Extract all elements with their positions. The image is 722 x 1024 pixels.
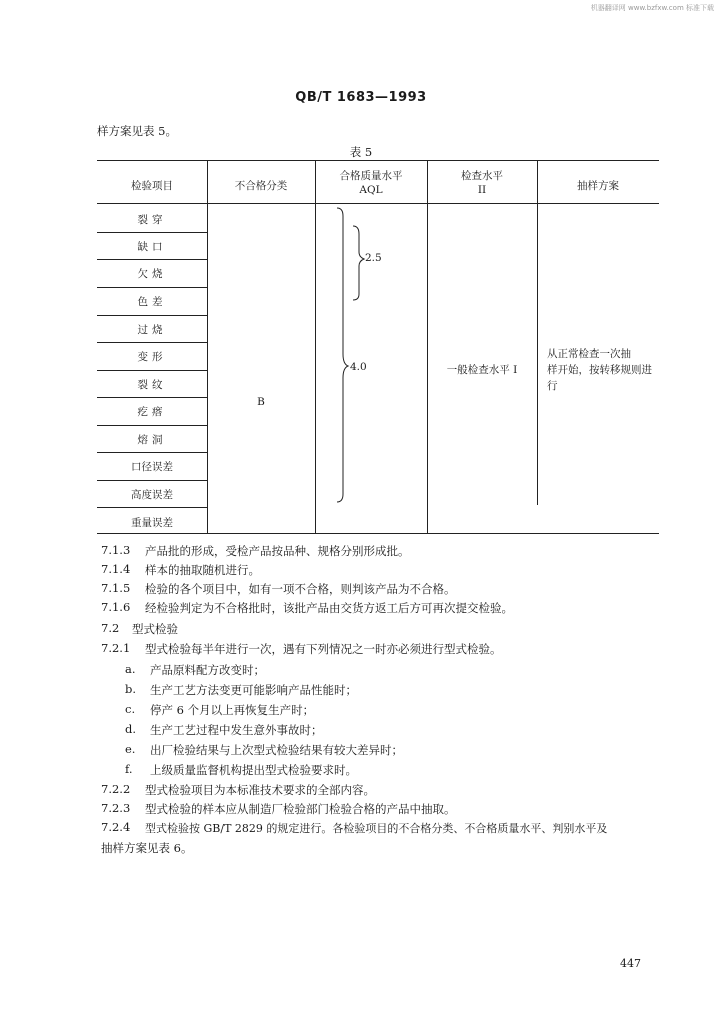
small-brace [353, 226, 364, 300]
clause-7-2-1-num: 7.2.1 [101, 641, 131, 655]
item-e: 出厂检验结果与上次型式检验结果有较大差异时； [150, 743, 403, 757]
watermark: 机器翻译网 www.bzfxw.com 标准下载 [590, 4, 714, 12]
table-caption: 表 5 [349, 145, 373, 159]
page-number: 447 [620, 957, 641, 970]
row-label: 重量误差 [131, 517, 173, 529]
row-label: 口径误差 [131, 461, 173, 473]
item-b-marker: b. [125, 682, 137, 696]
clause-7-1-4-num: 7.1.4 [101, 562, 131, 576]
item-c-marker: c. [125, 702, 136, 716]
header-aql-2: AQL [359, 184, 383, 196]
clause-7-1-6-num: 7.1.6 [101, 600, 131, 614]
row-label: 裂纹 [137, 379, 167, 391]
header-level-1: 检查水平 [461, 170, 503, 182]
plan-line-2: 样开始，按转移规则进 [547, 364, 652, 376]
aql-large-value: 4.0 [350, 361, 367, 373]
intro-line: 样方案见表 5。 [97, 124, 177, 138]
item-f: 上级质量监督机构提出型式检验要求时。 [150, 763, 357, 777]
item-d: 生产工艺过程中发生意外事故时； [150, 723, 323, 737]
row-label: 疙瘩 [137, 406, 167, 418]
clause-7-2: 型式检验 [132, 622, 178, 636]
clause-7-1-5-num: 7.1.5 [101, 581, 131, 595]
row-rule [97, 370, 207, 371]
clause-7-2-2-num: 7.2.2 [101, 782, 131, 796]
clause-7-2-num: 7.2 [101, 621, 120, 635]
large-brace [337, 208, 348, 502]
header-category: 不合格分类 [234, 180, 288, 192]
page-header: QB/T 1683—1993 [295, 90, 427, 105]
row-rule [97, 480, 207, 481]
header-aql-1: 合格质量水平 [339, 170, 403, 182]
clause-7-2-2: 型式检验项目为本标准技术要求的全部内容。 [145, 783, 375, 797]
item-a: 产品原料配方改变时； [150, 663, 265, 677]
row-label: 色差 [137, 296, 167, 308]
col-rule [537, 160, 538, 505]
item-d-marker: d. [125, 722, 137, 736]
row-label: 过烧 [137, 324, 167, 336]
plan-line-1: 从正常检查一次抽 [547, 348, 631, 360]
category-value: B [257, 396, 265, 408]
row-rule [97, 287, 207, 288]
item-b: 生产工艺方法变更可能影响产品性能时； [150, 683, 357, 697]
clause-7-1-3: 产品批的形成，受检产品按品种、规格分别形成批。 [145, 544, 410, 558]
row-rule [97, 397, 207, 398]
row-rule [97, 507, 207, 508]
clause-7-1-4: 样本的抽取随机进行。 [145, 563, 260, 577]
clause-7-1-5: 检验的各个项目中，如有一项不合格，则判该产品为不合格。 [145, 582, 456, 596]
item-e-marker: e. [125, 742, 136, 756]
col-rule [207, 160, 208, 533]
item-c: 停产 6 个月以上再恢复生产时； [150, 703, 315, 717]
table-5 [97, 160, 659, 534]
row-label: 缺口 [137, 241, 167, 253]
clause-7-2-1: 型式检验每半年进行一次，遇有下列情况之一时亦必须进行型式检验。 [145, 642, 502, 656]
row-rule [97, 232, 207, 233]
row-rule [97, 259, 207, 260]
col-rule [427, 160, 428, 533]
plan-line-3: 行 [547, 380, 558, 392]
clause-7-1-3-num: 7.1.3 [101, 543, 131, 557]
clause-7-2-4-continued: 抽样方案见表 6。 [101, 841, 193, 855]
row-rule [97, 452, 207, 453]
table-bottom-rule [97, 533, 659, 534]
header-plan: 抽样方案 [577, 180, 619, 192]
row-label: 高度误差 [131, 489, 173, 501]
row-label: 裂穿 [137, 214, 167, 226]
clause-7-1-6: 经检验判定为不合格批时，该批产品由交货方返工后方可再次提交检验。 [145, 601, 513, 615]
row-rule [97, 342, 207, 343]
table-top-rule [97, 160, 659, 161]
row-label: 熔洞 [137, 434, 167, 446]
row-rule [97, 315, 207, 316]
aql-small-value: 2.5 [365, 252, 382, 264]
row-rule [97, 425, 207, 426]
item-f-marker: f. [125, 762, 133, 776]
clause-7-2-3: 型式检验的样本应从制造厂检验部门检验合格的产品中抽取。 [145, 802, 456, 816]
item-a-marker: a. [125, 662, 136, 676]
level-value: 一般检查水平 I [446, 364, 518, 376]
clause-7-2-4-num: 7.2.4 [101, 820, 131, 834]
header-item: 检验项目 [131, 180, 173, 192]
clause-7-2-3-num: 7.2.3 [101, 801, 131, 815]
aql-brackets [315, 204, 427, 504]
row-label: 变形 [137, 351, 167, 363]
clause-7-2-4: 型式检验按 GB/T 2829 的规定进行。各检验项目的不合格分类、不合格质量水平、判别水平及 [145, 822, 608, 835]
header-level-2: II [477, 184, 487, 196]
row-label: 欠烧 [137, 268, 167, 280]
